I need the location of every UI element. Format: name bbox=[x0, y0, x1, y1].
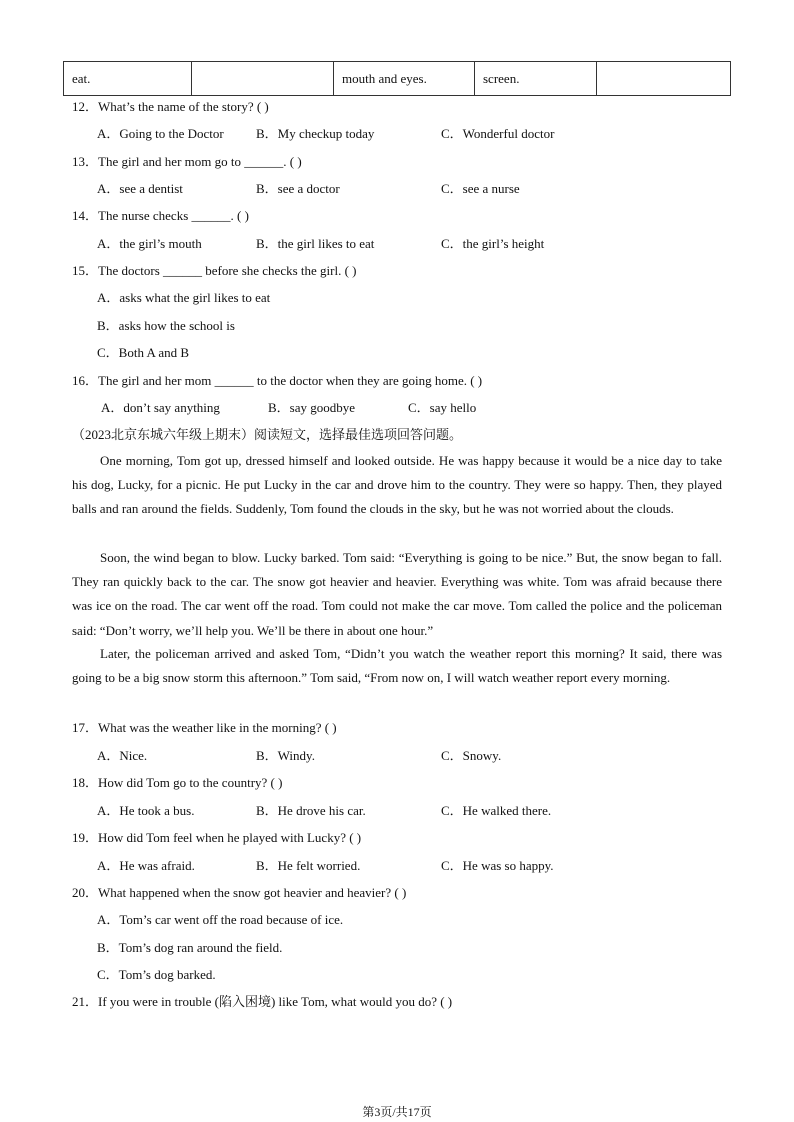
option-b: B．see a doctor bbox=[256, 181, 340, 196]
question-14 bbox=[72, 208, 249, 224]
option-b: B．He drove his car. bbox=[256, 803, 366, 818]
question-20 bbox=[72, 885, 406, 901]
option-b: B．Windy. bbox=[256, 748, 315, 763]
option-b: B．the girl likes to eat bbox=[256, 236, 375, 251]
option-c: C．Tom’s dog barked. bbox=[97, 967, 216, 982]
question-number: 12． bbox=[72, 99, 99, 114]
passage-paragraph: One morning, Tom got up, dressed himself and looked outside. He was happy because it would be a nice day to take his dog, Lucky, for a picnic. He put Lucky in the car and drove him to the country. They were so happy. Then, they played balls and ran around the fields. Suddenly, Tom found the clouds in the sky, but he was not worried about the clouds. bbox=[72, 453, 722, 517]
question-text: The girl and her mom go to ______. ( ) bbox=[98, 154, 302, 169]
option-b: B．He felt worried. bbox=[256, 858, 361, 873]
question-18 bbox=[72, 775, 282, 791]
option-a: A．He was afraid. bbox=[97, 858, 195, 873]
question-text: What happened when the snow got heavier and heavier? ( ) bbox=[98, 885, 407, 900]
option-a: A．don’t say anything bbox=[101, 400, 220, 415]
section-instruction: （2023北京东城六年级上期末）阅读短文，选择最佳选项回答问题。 bbox=[72, 427, 463, 442]
option-b: B．asks how the school is bbox=[97, 318, 235, 333]
question-number: 19． bbox=[72, 830, 99, 845]
question-13 bbox=[72, 154, 302, 170]
question-21 bbox=[72, 994, 452, 1010]
question-text: What was the weather like in the morning? ( ) bbox=[98, 720, 337, 735]
passage-paragraph: Later, the policeman arrived and asked Tom, “Didn’t you watch the weather report this morning? It said, there was going to be a big snow storm this afternoon.” Tom said, “From now on, I will watch weather report every morning. bbox=[72, 646, 722, 686]
table-cell: screen. bbox=[475, 62, 597, 96]
question-number: 20． bbox=[72, 885, 99, 900]
question-19 bbox=[72, 830, 361, 846]
question-text: The doctors ______ before she checks the girl. ( ) bbox=[98, 263, 357, 278]
option-c: C．Both A and B bbox=[97, 345, 190, 360]
option-c: C．Snowy. bbox=[441, 748, 502, 763]
question-number: 21． bbox=[72, 994, 99, 1009]
question-number: 13． bbox=[72, 154, 99, 169]
page-footer: 第3页/共17页 bbox=[362, 1105, 432, 1119]
option-a: A．Tom’s car went off the road because of ice. bbox=[97, 912, 344, 927]
option-c: C．He was so happy. bbox=[441, 858, 554, 873]
question-text: What’s the name of the story? ( ) bbox=[98, 99, 269, 114]
question-16 bbox=[72, 373, 482, 389]
question-number: 14． bbox=[72, 208, 99, 223]
option-a: A．He took a bus. bbox=[97, 803, 195, 818]
table-cell bbox=[597, 62, 731, 96]
option-a: A．Nice. bbox=[97, 748, 148, 763]
option-c: C．the girl’s height bbox=[441, 236, 545, 251]
question-number: 18． bbox=[72, 775, 99, 790]
option-b: B．My checkup today bbox=[256, 126, 375, 141]
question-number: 17． bbox=[72, 720, 99, 735]
option-a: A．the girl’s mouth bbox=[97, 236, 202, 251]
question-text: How did Tom feel when he played with Lucky? ( ) bbox=[98, 830, 362, 845]
table-cell: eat. bbox=[64, 62, 192, 96]
option-a: A．see a dentist bbox=[97, 181, 183, 196]
passage-paragraph: Soon, the wind began to blow. Lucky barked. Tom said: “Everything is going to be nice.” But, the snow began to fall. They ran quickly back to the car. The snow got heavier and heavier. Everything was white. Tom was afraid because there was ice on the road. The car went off the road. Tom could not make the car move. Tom called the police and the policeman said: “Don’t worry, we’ll help you. We’ll be there in about one hour.” bbox=[72, 550, 722, 638]
table-cell: mouth and eyes. bbox=[334, 62, 475, 96]
question-text: How did Tom go to the country? ( ) bbox=[98, 775, 283, 790]
option-a: A．asks what the girl likes to eat bbox=[97, 290, 271, 305]
question-15 bbox=[72, 263, 357, 279]
table-cell bbox=[192, 62, 334, 96]
answer-table bbox=[63, 61, 731, 96]
question-text: The nurse checks ______. ( ) bbox=[98, 208, 249, 223]
question-number: 15． bbox=[72, 263, 99, 278]
table-row bbox=[64, 62, 731, 96]
option-c: C．see a nurse bbox=[441, 181, 520, 196]
option-c: C．He walked there. bbox=[441, 803, 552, 818]
question-text: The girl and her mom ______ to the doctor when they are going home. ( ) bbox=[98, 373, 483, 388]
option-a: A．Going to the Doctor bbox=[97, 126, 224, 141]
question-12 bbox=[72, 99, 269, 115]
question-17 bbox=[72, 720, 337, 736]
option-b: B．say goodbye bbox=[268, 400, 356, 415]
option-b: B．Tom’s dog ran around the field. bbox=[97, 940, 283, 955]
question-text: If you were in trouble (陷入困境) like Tom, what would you do? ( ) bbox=[98, 994, 453, 1009]
option-c: C．Wonderful doctor bbox=[441, 126, 555, 141]
question-number: 16． bbox=[72, 373, 99, 388]
option-c: C．say hello bbox=[408, 400, 477, 415]
